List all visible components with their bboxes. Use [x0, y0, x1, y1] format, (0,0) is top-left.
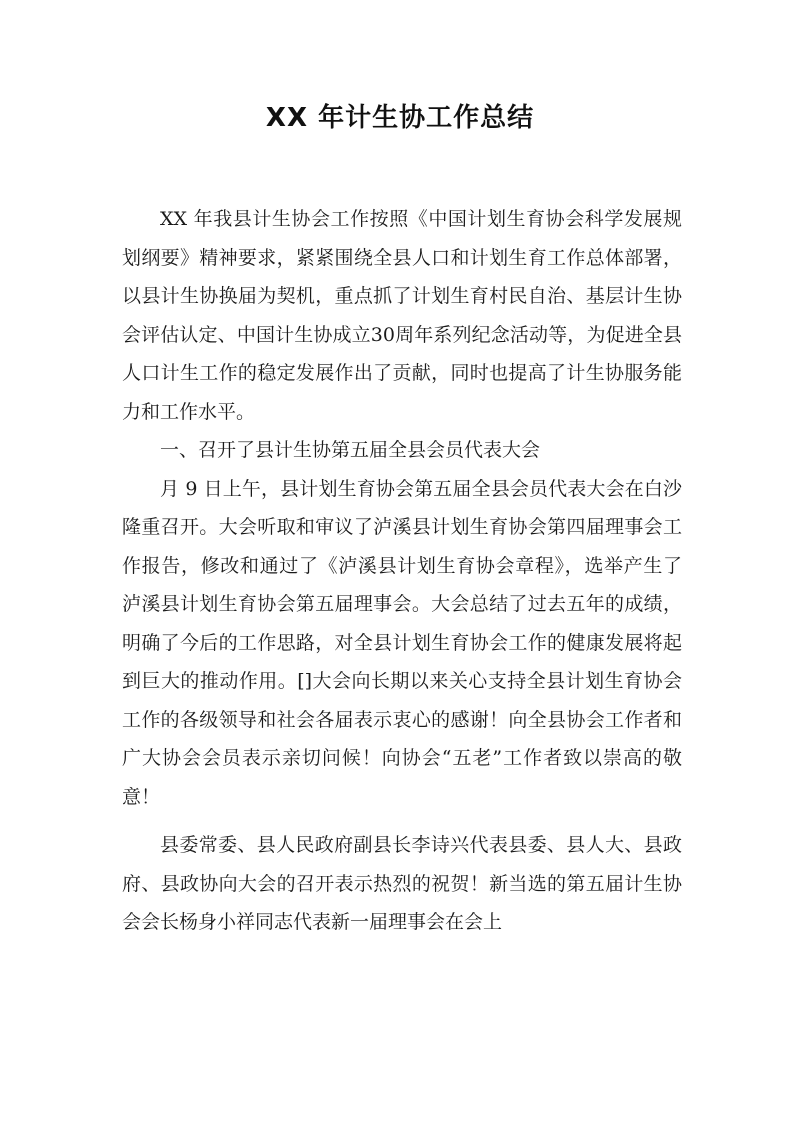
document-body: [122, 200, 682, 942]
paragraph-intro: XX 年我县计生协会工作按照《中国计划生育协会科学发展规划纲要》精神要求，紧紧围绕全县人口和计划生育工作总体部署，以县计生协换届为契机，重点抓了计划生育村民自治、基层计生协会评估认定、中国计生协成立30周年系列纪念活动等，为促进全县人口计生工作的稳定发展作出了贡献，同时也提高了计生协服务能力和工作水平。: [122, 208, 682, 423]
paragraph-leaders: 县委常委、县人民政府副县长李诗兴代表县委、县人大、县政府、县政协向大会的召开表示热烈的祝贺！新当选的第五届计生协会会长杨身小祥同志代表新一届理事会在会上: [122, 834, 682, 933]
paragraph-congress: 月 9 日上午，县计划生育协会第五届全县会员代表大会在白沙隆重召开。大会听取和审议了泸溪县计划生育协会第四届理事会工作报告，修改和通过了《泸溪县计划生育协会章程》，选举产生了泸溪县计划生育协会第五届理事会。大会总结了过去五年的成绩，明确了今后的工作思路，对全县计划生育协会工作的健康发展将起到巨大的推动作用。[]大会向长期以来关心支持全县计划生育协会工作的各级领导和社会各届表示衷心的感谢！向全县协会工作者和广大协会会员表示亲切问候！向协会“五老”工作者致以崇高的敬意！: [122, 477, 682, 808]
section-heading-1: 一、召开了县计生协第五届全县会员代表大会: [160, 439, 541, 461]
document-title: XX 年计生协工作总结: [265, 103, 535, 133]
